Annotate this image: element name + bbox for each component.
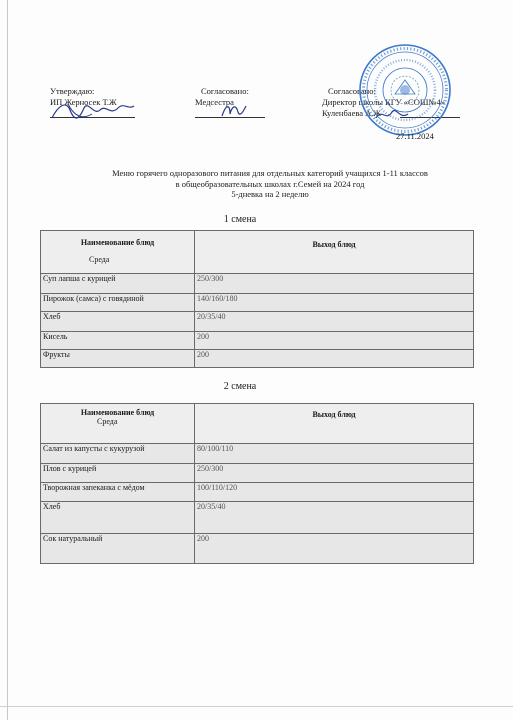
table-header-row (41, 231, 474, 274)
table-row (41, 534, 474, 564)
table-row (41, 483, 474, 502)
dish-cell: Салат из капусты с кукурузой (41, 444, 195, 464)
dish-cell: Творожная запеканка с мёдом (41, 483, 195, 502)
director-title: Согласовано: (328, 86, 376, 96)
table-row (41, 444, 474, 464)
nurse-title: Согласовано: (201, 86, 249, 96)
output-cell: 200 (195, 332, 474, 350)
director-name: Куленбаева А.Ж (322, 108, 382, 118)
document-date: 27.11.2024 (396, 131, 434, 141)
shift1-title: 1 смена (223, 214, 257, 225)
approve-name: ИП Жерносек Т.Ж (50, 97, 117, 107)
header-day: Среда (97, 417, 118, 426)
dish-cell: Пирожок (самса) с говядиной (41, 294, 195, 312)
header-output: Выход блюд (312, 240, 356, 249)
header-output: Выход блюд (312, 410, 356, 419)
table-row (41, 274, 474, 294)
shift2-table (40, 403, 474, 564)
dish-cell: Сок натуральный (41, 534, 195, 564)
output-cell: 250/300 (195, 464, 474, 483)
dish-cell: Плов с курицей (41, 464, 195, 483)
table-row (41, 294, 474, 312)
table-row (41, 312, 474, 332)
shift1-table (40, 230, 474, 368)
dish-cell: Хлеб (41, 502, 195, 534)
output-cell: 200 (195, 534, 474, 564)
school-stamp (357, 42, 453, 138)
table-header-row (41, 404, 474, 444)
heading-line-1: Меню горячего одноразового питания для отдельных категорий учащихся 1-11 классов (112, 168, 428, 178)
output-cell: 100/110/120 (195, 483, 474, 502)
shift2-title: 2 смена (223, 381, 257, 392)
table-row (41, 502, 474, 534)
table-row (41, 332, 474, 350)
dish-cell: Суп лапша с курицей (41, 274, 195, 294)
dish-cell: Кисель (41, 332, 195, 350)
nurse-signature (218, 100, 250, 122)
output-cell: 20/35/40 (195, 312, 474, 332)
heading-line-3: 5-дневка на 2 неделю (231, 189, 309, 199)
header-output-cell (195, 404, 474, 444)
heading-line-2: в общеобразовательных школах г.Семей на 2024 год (175, 178, 365, 189)
dish-cell: Фрукты (41, 350, 195, 368)
nurse-name: Медсестра (195, 97, 234, 107)
output-cell: 250/300 (195, 274, 474, 294)
header-name-cell (41, 231, 195, 274)
header-dish-name: Наименование блюд (80, 238, 155, 247)
director-position: Директор школы КГУ «СОШ№4» (322, 97, 446, 107)
output-cell: 80/100/110 (195, 444, 474, 464)
menu-heading (40, 168, 500, 200)
table-row (41, 350, 474, 368)
output-cell: 140/160/180 (195, 294, 474, 312)
approve-title: Утверждаю: (50, 86, 95, 96)
header-day: Среда (89, 255, 110, 264)
approve-signature (48, 96, 138, 126)
table-row (41, 464, 474, 483)
header-name-cell (41, 404, 195, 444)
output-cell: 200 (195, 350, 474, 368)
dish-cell: Хлеб (41, 312, 195, 332)
output-cell: 20/35/40 (195, 502, 474, 534)
header-output-cell (195, 231, 474, 274)
page-edge-bottom (0, 706, 513, 707)
page-edge (7, 0, 8, 720)
header-dish-name: Наименование блюд (80, 408, 155, 417)
